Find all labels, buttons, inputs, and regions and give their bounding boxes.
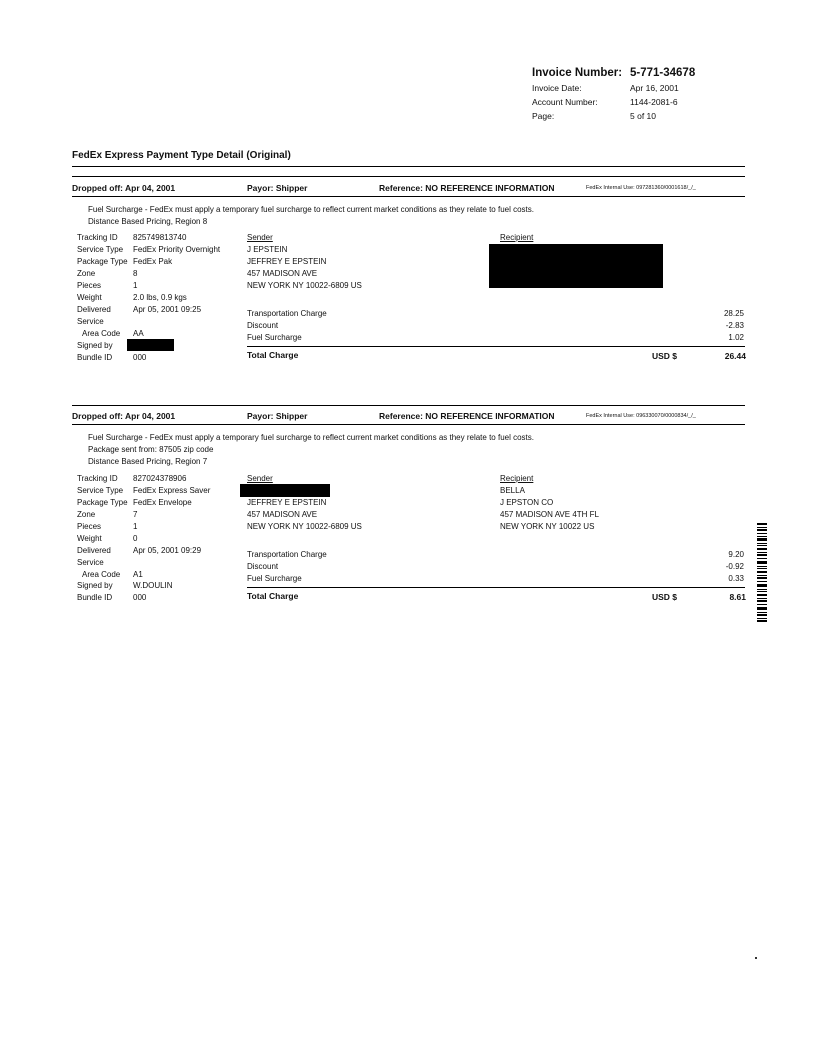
reference: Reference: NO REFERENCE INFORMATION — [379, 411, 555, 421]
detail-value: 2.0 lbs, 0.9 kgs — [133, 293, 187, 302]
detail-label: Signed by — [77, 341, 113, 350]
note-line: Fuel Surcharge - FedEx must apply a temporary fuel surcharge to reflect current market conditions as they relate to fuel costs. — [88, 433, 534, 442]
detail-label: Area Code — [82, 329, 121, 338]
charge-label: Fuel Surcharge — [247, 333, 302, 342]
charge-amount: 1.02 — [728, 333, 744, 342]
detail-value: AA — [133, 329, 144, 338]
charge-amount: -0.92 — [725, 562, 744, 571]
sender-line: J EPSTEIN — [247, 245, 288, 254]
charge-label: Discount — [247, 321, 279, 330]
sender-line: 457 MADISON AVE — [247, 510, 318, 519]
shipment-header-divider — [72, 424, 745, 425]
total-divider — [247, 587, 745, 588]
page-label: Page: — [532, 111, 555, 121]
detail-value: Apr 05, 2001 09:29 — [133, 546, 202, 555]
detail-value: FedEx Priority Overnight — [133, 245, 221, 254]
redacted-sender-name — [240, 484, 330, 497]
detail-label: Zone — [77, 510, 96, 519]
total-amount: 26.44 — [724, 351, 746, 361]
total-label: Total Charge — [247, 591, 299, 601]
recipient-label: Recipient — [500, 474, 534, 483]
invoice-number-label: Invoice Number: — [532, 67, 623, 79]
account-number: 1144-2081-6 — [630, 97, 678, 107]
detail-label: Service Type — [77, 245, 124, 254]
dropped-off-date: Dropped off: Apr 04, 2001 — [72, 183, 176, 193]
detail-label: Service — [77, 558, 104, 567]
detail-value: 1 — [133, 281, 138, 290]
internal-use: FedEx Internal Use: 096330070/0000834/_/_ — [586, 413, 696, 419]
detail-value: W.DOULIN — [133, 581, 173, 590]
recipient-line: 457 MADISON AVE 4TH FL — [500, 510, 599, 519]
recipient-line: J EPSTON CO — [500, 498, 554, 507]
detail-value: A1 — [133, 570, 143, 579]
sender-label: Sender — [247, 233, 273, 242]
detail-label: Bundle ID — [77, 593, 113, 602]
note-line: Distance Based Pricing, Region 8 — [88, 217, 208, 226]
detail-label: Delivered — [77, 305, 111, 314]
detail-label: Signed by — [77, 581, 113, 590]
detail-value: 825749813740 — [133, 233, 187, 242]
page-mark — [755, 957, 757, 959]
detail-label: Service — [77, 317, 104, 326]
detail-value: 827024378906 — [133, 474, 187, 483]
charge-amount: 0.33 — [728, 574, 744, 583]
dropped-off-date: Dropped off: Apr 04, 2001 — [72, 411, 176, 421]
shipment-header-divider — [72, 196, 745, 197]
detail-value: 0 — [133, 534, 138, 543]
payor: Payor: Shipper — [247, 411, 308, 421]
detail-value: FedEx Pak — [133, 257, 173, 266]
sender-label: Sender — [247, 474, 273, 483]
detail-value: Apr 05, 2001 09:25 — [133, 305, 202, 314]
title-divider — [72, 166, 745, 167]
payor: Payor: Shipper — [247, 183, 308, 193]
redacted-recipient — [489, 244, 663, 288]
note-line: Package sent from: 87505 zip code — [88, 445, 214, 454]
note-line: Distance Based Pricing, Region 7 — [88, 457, 208, 466]
page-number: 5 of 10 — [630, 111, 656, 121]
total-amount: 8.61 — [729, 592, 746, 602]
detail-value: 8 — [133, 269, 138, 278]
account-number-label: Account Number: — [532, 97, 598, 107]
detail-label: Zone — [77, 269, 96, 278]
total-label: Total Charge — [247, 350, 299, 360]
recipient-label: Recipient — [500, 233, 534, 242]
detail-label: Pieces — [77, 522, 102, 531]
charge-amount: 28.25 — [723, 309, 744, 318]
detail-label: Area Code — [82, 570, 121, 579]
title-divider-2 — [72, 176, 745, 177]
sender-line: JEFFREY E EPSTEIN — [247, 257, 327, 266]
invoice-date: Apr 16, 2001 — [630, 83, 679, 93]
currency: USD $ — [652, 592, 678, 602]
barcode-image — [757, 523, 767, 623]
charge-amount: -2.83 — [725, 321, 744, 330]
detail-label: Package Type — [77, 498, 128, 507]
detail-value: FedEx Envelope — [133, 498, 192, 507]
detail-label: Package Type — [77, 257, 128, 266]
charge-label: Transportation Charge — [247, 309, 327, 318]
detail-value: FedEx Express Saver — [133, 486, 211, 495]
detail-label: Tracking ID — [77, 474, 118, 483]
detail-value: 000 — [133, 353, 147, 362]
total-divider — [247, 346, 745, 347]
currency: USD $ — [652, 351, 678, 361]
detail-label: Tracking ID — [77, 233, 118, 242]
redacted-signature — [127, 339, 174, 351]
charge-label: Transportation Charge — [247, 550, 327, 559]
charge-amount: 9.20 — [728, 550, 744, 559]
detail-label: Delivered — [77, 546, 111, 555]
detail-value: 7 — [133, 510, 138, 519]
note-line: Fuel Surcharge - FedEx must apply a temporary fuel surcharge to reflect current market conditions as they relate to fuel costs. — [88, 205, 534, 214]
detail-value: 1 — [133, 522, 138, 531]
document-title: FedEx Express Payment Type Detail (Original) — [72, 150, 291, 161]
shipment-top-divider — [72, 405, 745, 406]
detail-label: Service Type — [77, 486, 124, 495]
sender-line: 457 MADISON AVE — [247, 269, 318, 278]
reference: Reference: NO REFERENCE INFORMATION — [379, 183, 555, 193]
detail-label: Pieces — [77, 281, 102, 290]
recipient-line: NEW YORK NY 10022 US — [500, 522, 595, 531]
invoice-date-label: Invoice Date: — [532, 83, 582, 93]
detail-label: Bundle ID — [77, 353, 113, 362]
detail-label: Weight — [77, 534, 102, 543]
charge-label: Discount — [247, 562, 279, 571]
detail-label: Weight — [77, 293, 102, 302]
recipient-line: BELLA — [500, 486, 525, 495]
invoice-number: 5-771-34678 — [630, 67, 696, 79]
sender-line: JEFFREY E EPSTEIN — [247, 498, 327, 507]
charge-label: Fuel Surcharge — [247, 574, 302, 583]
internal-use: FedEx Internal Use: 097281360/0001618/_/_ — [586, 185, 696, 191]
sender-line: NEW YORK NY 10022-6809 US — [247, 522, 362, 531]
sender-line: NEW YORK NY 10022-6809 US — [247, 281, 362, 290]
detail-value: 000 — [133, 593, 147, 602]
